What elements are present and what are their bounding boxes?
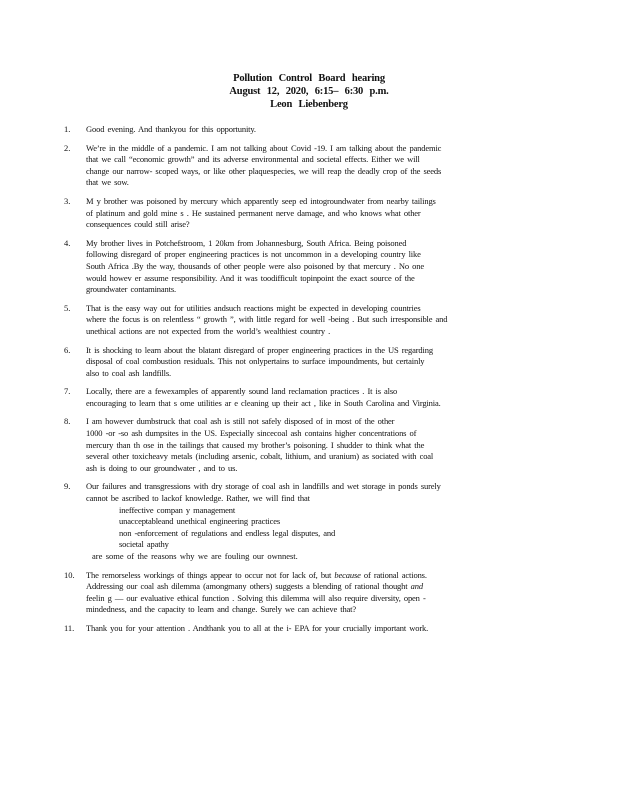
paragraph-line: My brother lives in Potchefstroom, 1 20km from Johannesburg, South Africa. Being poisoned bbox=[86, 237, 407, 248]
paragraph-line: where the focus is on relentless “ growth ”, with little regard for well -being . But such irresponsible and bbox=[86, 314, 448, 325]
paragraph-line: groundwater contaminants. bbox=[86, 284, 176, 295]
paragraph-line: unethical actions are not expected from the world’s wealthiest country . bbox=[86, 325, 331, 336]
paragraph-line: 1000 -or -so ash dumpsites in the US. Especially sincecoal ash contains higher concentrations of bbox=[86, 428, 417, 439]
list-item-number: 2. bbox=[64, 142, 71, 153]
paragraph-line: change our narrow- scoped ways, or like other plaquespecies, we will reap the deadly crop of the seeds bbox=[86, 165, 442, 176]
paragraph-line: The remorseless workings of things appear to occur not for lack of, but because of rational actions. bbox=[86, 569, 427, 580]
paragraph-line: of platinum and gold mine s . He sustained permanent nerve damage, and who knows what other bbox=[86, 207, 421, 218]
list-item-number: 4. bbox=[64, 237, 71, 248]
paragraph-line: several other toxicheavy metals (including arsenic, cobalt, lithium, and uranium) as sociated with coal bbox=[86, 451, 434, 462]
paragraph-line: Good evening. And thankyou for this opportunity. bbox=[86, 124, 256, 134]
paragraph-line: M y brother was poisoned by mercury which apparently seep ed intogroundwater from nearby tailings bbox=[86, 195, 436, 206]
hearing-date: August 12, 2020, 6:15– 6:30 p.m. bbox=[229, 86, 389, 97]
list-item bbox=[64, 345, 542, 380]
list-item bbox=[64, 416, 542, 474]
paragraph-line: feelin g — our evaluative ethical function . Solving this dilemma will also require diversity, open - bbox=[86, 592, 426, 603]
paragraph-line: I am however dumbstruck that coal ash is still not safely disposed of in most of the other bbox=[86, 416, 395, 427]
hearing-title: Pollution Control Board hearing bbox=[233, 73, 385, 84]
bullet-item bbox=[64, 528, 542, 540]
paragraph-line: Addressing our coal ash dilemma (amongmany others) suggests a blending of rational thought and bbox=[86, 581, 423, 592]
paragraph-line: Locally, there are a fewexamples of apparently sound land reclamation practices . It is also bbox=[86, 386, 398, 397]
paragraph-line: We’re in the middle of a pandemic. I am not talking about Covid -19. I am talking about the pandemic bbox=[86, 142, 442, 153]
list-item bbox=[64, 124, 542, 136]
list-item-number: 8. bbox=[64, 416, 71, 427]
bullet-text: non -enforcement of regulations and endless legal disputes, and bbox=[119, 527, 336, 538]
list-item bbox=[64, 623, 542, 635]
paragraph-line: Thank you for your attention . Andthank you to all at the i- EPA for your crucially important work. bbox=[86, 622, 429, 633]
list-item-number: 1. bbox=[64, 124, 71, 134]
list-item bbox=[64, 196, 542, 231]
paragraph-line: encouraging to learn that s ome utilities ar e cleaning up their act , like in South Carolina and Virginia. bbox=[86, 397, 441, 408]
list-item-number: 3. bbox=[64, 195, 71, 206]
paragraph-line: mercury than th ose in the tailings that caused my brother’s poisoning. I shudder to think what the bbox=[86, 439, 425, 450]
list-item bbox=[64, 481, 542, 562]
list-item-number: 11. bbox=[64, 622, 75, 633]
paragraph-line: It is shocking to learn about the blatant disregard of proper engineering practices in the US regarding bbox=[86, 344, 433, 355]
paragraph-line: are some of the reasons why we are fouling our ownnest. bbox=[92, 551, 298, 561]
numbered-list bbox=[64, 124, 542, 642]
paragraph-line: mindedness, and the capacity to learn and change. Surely we can achieve that? bbox=[86, 604, 357, 615]
paragraph-line: consequences could still arise? bbox=[86, 219, 190, 230]
list-item bbox=[64, 238, 542, 296]
bullet-text: unacceptableand unethical engineering practices bbox=[119, 516, 281, 527]
bullet-item bbox=[64, 516, 542, 528]
bullet-text: ineffective compan y management bbox=[119, 504, 236, 515]
list-item-number: 10. bbox=[64, 569, 75, 580]
paragraph-line: also to coal ash landfills. bbox=[86, 367, 172, 378]
bullet-text: societal apathy bbox=[119, 539, 169, 550]
list-item bbox=[64, 143, 542, 189]
list-item bbox=[64, 386, 542, 409]
list-item-number: 7. bbox=[64, 386, 71, 397]
paragraph-line: that we call “economic growth” and its adverse environmental and societal effects. Either we will bbox=[86, 154, 420, 165]
list-item bbox=[64, 303, 542, 338]
list-item-number: 5. bbox=[64, 302, 71, 313]
list-item-number: 9. bbox=[64, 481, 71, 492]
paragraph-line: disposal of coal combustion residuals. This not onlypertains to surface impoundments, but certainly bbox=[86, 356, 425, 367]
speaker-name: Leon Liebenberg bbox=[270, 99, 348, 110]
paragraph-line: would howev er assume responsibility. And it was toodifficult topinpoint the exact source of the bbox=[86, 272, 415, 283]
document-header bbox=[0, 72, 618, 111]
paragraph-line: following disregard of proper engineering practices is not uncommon in a developing country like bbox=[86, 249, 421, 260]
paragraph-line: That is the easy way out for utilities andsuch reactions might be expected in developing countries bbox=[86, 302, 421, 313]
paragraph-line: Our failures and transgressions with dry storage of coal ash in landfills and wet storage in ponds surely bbox=[86, 481, 441, 492]
paragraph-line: that we sow. bbox=[86, 177, 129, 188]
paragraph-line: cannot be ascribed to lackof knowledge. Rather, we will find that bbox=[86, 493, 310, 504]
paragraph-line: South Africa .By the way, thousands of other people were also poisoned by that mercury . No one bbox=[86, 260, 424, 271]
bullet-item bbox=[64, 539, 542, 551]
paragraph-line: ash is doing to our groundwater , and to us. bbox=[86, 462, 238, 473]
list-item bbox=[64, 570, 542, 616]
list-item-number: 6. bbox=[64, 344, 71, 355]
bullet-item bbox=[64, 505, 542, 517]
